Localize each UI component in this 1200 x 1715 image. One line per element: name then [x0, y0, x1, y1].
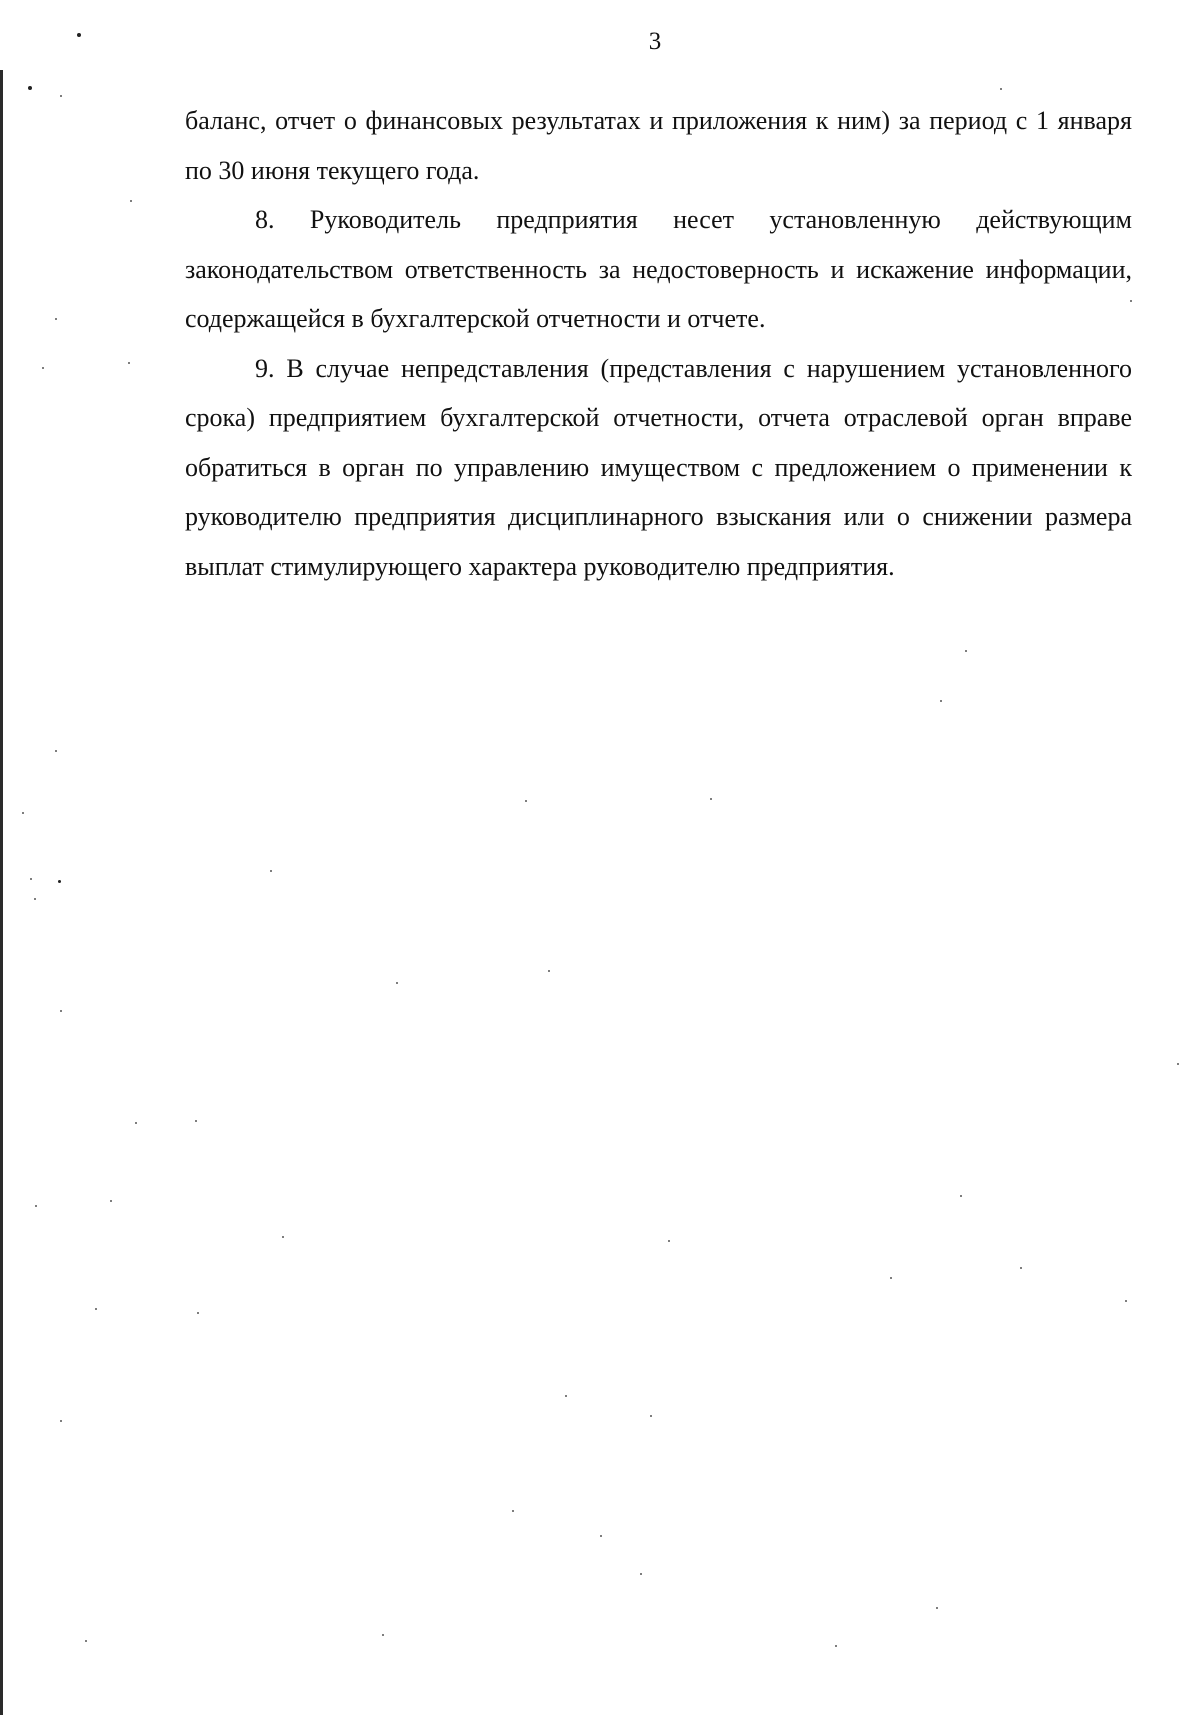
scan-speck	[55, 750, 57, 752]
scan-speck	[30, 878, 32, 880]
scan-speck	[282, 1236, 284, 1238]
scan-speck	[382, 1634, 384, 1636]
scan-speck	[565, 1395, 567, 1397]
scan-speck	[60, 95, 62, 97]
scan-speck	[130, 200, 132, 202]
scan-speck	[1177, 1063, 1179, 1065]
page-number: 3	[648, 28, 662, 55]
scan-speck	[940, 700, 942, 702]
scan-speck	[1000, 88, 1002, 90]
scan-speck	[95, 1308, 97, 1310]
scan-speck	[965, 650, 967, 652]
scan-speck	[650, 1415, 652, 1417]
scan-speck	[55, 318, 57, 320]
scan-speck	[28, 86, 32, 90]
scan-speck	[35, 1205, 37, 1207]
scan-speck	[195, 1120, 197, 1122]
scan-speck	[668, 1240, 670, 1242]
scan-speck	[197, 1312, 199, 1314]
scan-speck	[58, 880, 61, 883]
paragraph-continuation: баланс, отчет о финансовых результатах и приложения к ним) за период с 1 января по 30 июня текущего года.	[185, 106, 1132, 185]
body-text	[185, 96, 1132, 591]
scan-speck	[710, 798, 712, 800]
scan-speck	[600, 1535, 602, 1537]
scan-speck	[1125, 1300, 1127, 1302]
paragraph-item-8: 8. Руководитель предприятия несет установленную действующим законодательством ответственность за недостоверность и искажение информации, содержащейся в бухгалтерской отчетности и отчете.	[185, 205, 1132, 333]
scan-speck	[85, 1640, 87, 1642]
scan-speck	[1130, 300, 1132, 302]
scan-speck	[270, 870, 272, 872]
scan-speck	[135, 1122, 137, 1124]
scan-edge-artifact	[0, 70, 3, 1715]
scan-speck	[548, 970, 550, 972]
scan-speck	[128, 362, 130, 364]
scan-speck	[512, 1510, 514, 1512]
paragraph-item-9: 9. В случае непредставления (представления с нарушением установленного срока) предприятием бухгалтерской отчетности, отчета отраслевой орган вправе обратиться в орган по управлению имуществом с предложением о применении к руководителю предприятия дисциплинарного взыскания или о снижении размера выплат стимулирующего характера руководителю предприятия.	[185, 353, 1132, 581]
scan-speck	[890, 1277, 892, 1279]
scan-speck	[835, 1645, 837, 1647]
scan-speck	[60, 1010, 62, 1012]
scan-speck	[1020, 1267, 1022, 1269]
scan-speck	[34, 898, 36, 900]
scan-speck	[22, 812, 24, 814]
scan-speck	[936, 1607, 938, 1609]
scan-speck	[396, 982, 398, 984]
scan-speck	[525, 800, 527, 802]
scan-speck	[960, 1195, 962, 1197]
scan-speck	[640, 1573, 642, 1575]
scan-speck	[42, 367, 44, 369]
scan-speck	[60, 1420, 62, 1422]
scan-speck	[77, 33, 81, 37]
scan-speck	[110, 1200, 112, 1202]
